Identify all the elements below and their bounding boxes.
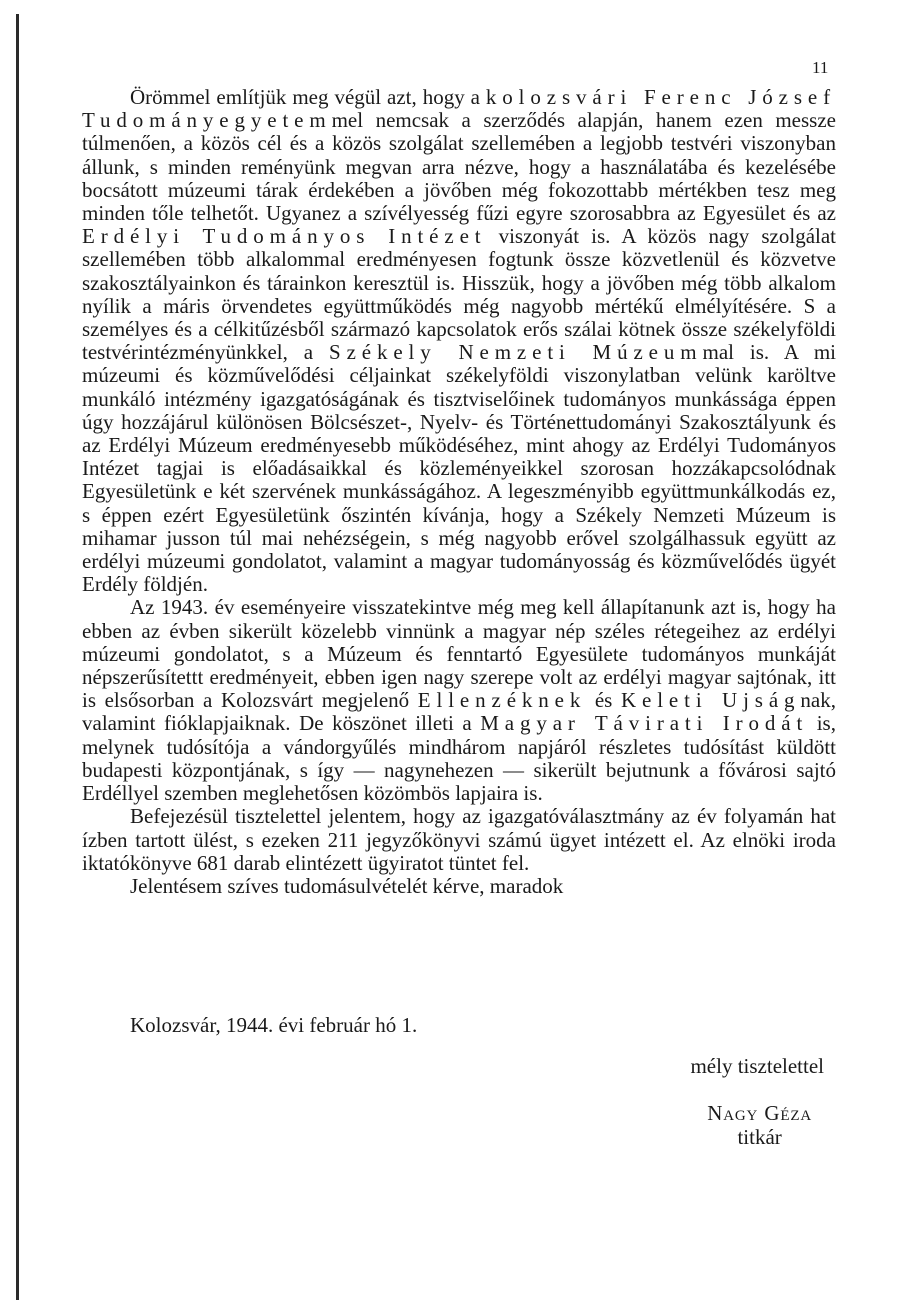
paragraph (82, 875, 836, 898)
signature-block (707, 1101, 812, 1149)
page-number: 11 (812, 58, 829, 77)
text-run: mal is. A mi múzeumi és közművelődési céljainkat székelyföldi viszonylatban velünk karöltve munkáló intézmény igazgatóságának és tisztviselőinek tudományos munkássága éppen úgy hozzájárul különösen Bölcsészet-, Nyelv- és Történettudományi Szakosztályunk és az Erdélyi Múzeum eredményesebb működéséhez, mint ahogy az Erdélyi Tudományos Intézet tagjai is előadásaikkal és közleményeikkel szorosan hozzákapcsolódnak Egyesületünk e két szervének munkásságához. A legeszményibb együttmunkálkodás ez, s éppen ezért Egyesületünk őszintén kívánja, hogy a Székely Nemzeti Múzeum is mihamar jusson túl mai nehézségein, s még nagyobb erővel szolgálhassuk együtt az erdélyi múzeumi gondolatot, valamint a magyar tudományosság és közművelődés ügyét Erdély földjén. (82, 340, 837, 597)
spaced-emphasis: Ellenzéknek (417, 688, 587, 713)
spaced-emphasis: Székely Nemzeti Múzeum (329, 340, 703, 365)
text-run: Jelentésem szíves tudomásulvételét kérve, maradok (130, 873, 564, 898)
text-run: nak, valamint fióklapjaiknak. De köszönet illeti a (82, 688, 836, 736)
spaced-emphasis: kolozsvári Ferenc József Tudományegyetem (82, 85, 836, 133)
signature-name: Nagy Géza (707, 1101, 812, 1125)
text-run: Az 1943. év eseményeire visszatekintve még meg kell állapítanunk azt is, hogy ha ebben az évben sikerült közelebb vinnünk a magyar nép széles rétegeihez az erdélyi múzeumi gondolatot, s a Múzeum és fenntartó Egyesülete tudományos munkáját népszerűsítettt eredményeit, ebben igen nagy szerepe volt az erdélyi magyar sajtónak, itt is elsősorban a Kolozsvárt megjelenő (82, 595, 836, 713)
text-run: Örömmel említjük meg végül azt, hogy a (130, 85, 486, 109)
signature-title: titkár (737, 1125, 782, 1149)
text-run: mel nemcsak a szerződés alapján, hanem ezen messze túlmenően, a közös cél és a közös szolgálat szellemében a legjobb testvéri viszonyban állunk, s minden reményünk megvan arra nézve, hogy a használatába és kezelésébe bocsátott múzeumi tárak érdekében a jövőben még fokozottabb mértékben tesz meg minden tőle telhetőt. Ugyanez a szívélyesség fűzi egyre szorosabbra az Egyesület és az (82, 108, 836, 226)
text-run: is, melynek tudósítója a vándorgyűlés mindhárom napjáról részletes tudósítást küldött budapesti központjának, s így — nagynehezen — sikerült bejutnunk a fővárosi sajtó Erdéllyel szemben meglehetősen közömbös lapjaira is. (82, 711, 836, 806)
text-run: viszonyát is. A közös nagy szolgálat szellemében több alkalommal eredményesen fogtunk össze közvetlenül és közvetve szakosztályainkon és tárainkon keresztül is. Hisszük, hogy a jövőben még több alkalom nyílik a máris örvendetes együttműködés még nagyobb mértékű elmélyítésére. S a személyes és a célkitűzésből származó kapcsolatok erős szálai kötnek össze székelyföldi testvérintézményünkkel, a (82, 224, 837, 365)
paragraph (82, 805, 836, 875)
spaced-emphasis: Keleti Ujság (620, 688, 801, 713)
date-line: Kolozsvár, 1944. évi február hó 1. (130, 1013, 418, 1037)
paragraph (82, 86, 836, 596)
page-edge-line (16, 14, 19, 1300)
closing-phrase: mély tisztelettel (690, 1054, 824, 1078)
text-run: Befejezésül tisztelettel jelentem, hogy az igazgatóválasztmány az év folyamán hat ízben tartott ülést, s ezeken 211 jegyzőkönyvi számú ügyet intézett el. Az elnöki iroda iktatókönyve 681 darab elintézett ügyiratot tüntet fel. (82, 804, 836, 875)
spaced-emphasis: Magyar Távirati Irodát (480, 711, 809, 736)
text-run: és (586, 688, 621, 713)
spaced-emphasis: Erdélyi Tudományos Intézet (82, 224, 487, 249)
paragraph (82, 596, 836, 805)
body-text (82, 86, 836, 898)
